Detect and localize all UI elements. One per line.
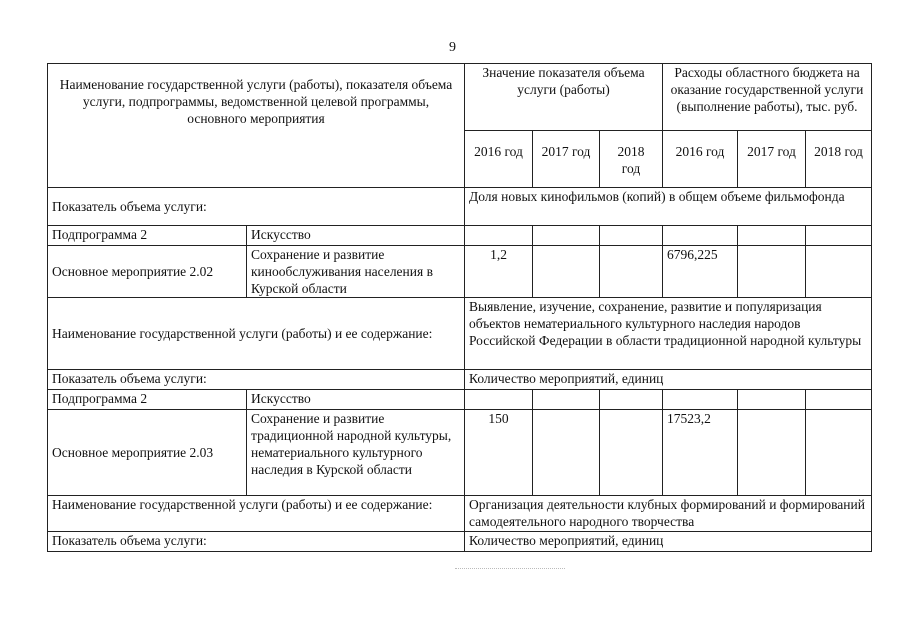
header-year-value-2017: 2017 год <box>533 131 600 188</box>
event-2-value-2016: 150 <box>465 410 533 496</box>
indicator-3-label: Показатель объема услуги: <box>48 532 465 552</box>
event-1-value-2016: 1,2 <box>465 246 533 298</box>
indicator-2-value: Количество мероприятий, единиц <box>465 370 872 390</box>
service-3-value: Организация деятельности клубных формирований и формирований самодеятельного народного творчества <box>465 496 872 532</box>
event-2-expense-2016: 17523,2 <box>663 410 738 496</box>
header-expense-group: Расходы областного бюджета на оказание государственной услуги (выполнение работы), тыс. руб. <box>663 64 872 131</box>
subprogram-2-label: Подпрограмма 2 <box>48 390 247 410</box>
event-1-description: Сохранение и развитие кинообслуживания населения в Курской области <box>247 246 465 298</box>
event-2-label: Основное мероприятие 2.03 <box>48 410 247 496</box>
indicator-2-label: Показатель объема услуги: <box>48 370 465 390</box>
event-1-expense-2016: 6796,225 <box>663 246 738 298</box>
event-1-label: Основное мероприятие 2.02 <box>48 246 247 298</box>
service-2-value: Выявление, изучение, сохранение, развитие и популяризация объектов нематериального культурного наследия народов Российской Федерации в области традиционной народной культуры <box>465 298 872 370</box>
header-value-group: Значение показателя объема услуги (работы) <box>465 64 663 131</box>
subprogram-1-label: Подпрограмма 2 <box>48 226 247 246</box>
header-year-value-2016: 2016 год <box>465 131 533 188</box>
scan-artifact-line <box>455 568 565 569</box>
indicator-3-value: Количество мероприятий, единиц <box>465 532 872 552</box>
indicator-1-label: Показатель объема услуги: <box>48 188 465 226</box>
header-year-expense-2018: 2018 год <box>806 131 872 188</box>
service-2-label: Наименование государственной услуги (работы) и ее содержание: <box>48 298 465 370</box>
header-name-column: Наименование государственной услуги (работы), показателя объема услуги, подпрограммы, ведомственной целевой программы, основного мероприятия <box>48 64 465 188</box>
header-year-value-2018: 2018 год <box>600 131 663 188</box>
budget-table <box>47 63 872 552</box>
header-year-expense-2016: 2016 год <box>663 131 738 188</box>
subprogram-2-value: Искусство <box>247 390 465 410</box>
page-number: 9 <box>449 40 456 55</box>
header-year-expense-2017: 2017 год <box>738 131 806 188</box>
service-3-label: Наименование государственной услуги (работы) и ее содержание: <box>48 496 465 532</box>
indicator-1-value: Доля новых кинофильмов (копий) в общем объеме фильмофонда <box>465 188 872 226</box>
event-2-description: Сохранение и развитие традиционной народной культуры, нематериального культурного наследия в Курской области <box>247 410 465 496</box>
subprogram-1-value: Искусство <box>247 226 465 246</box>
